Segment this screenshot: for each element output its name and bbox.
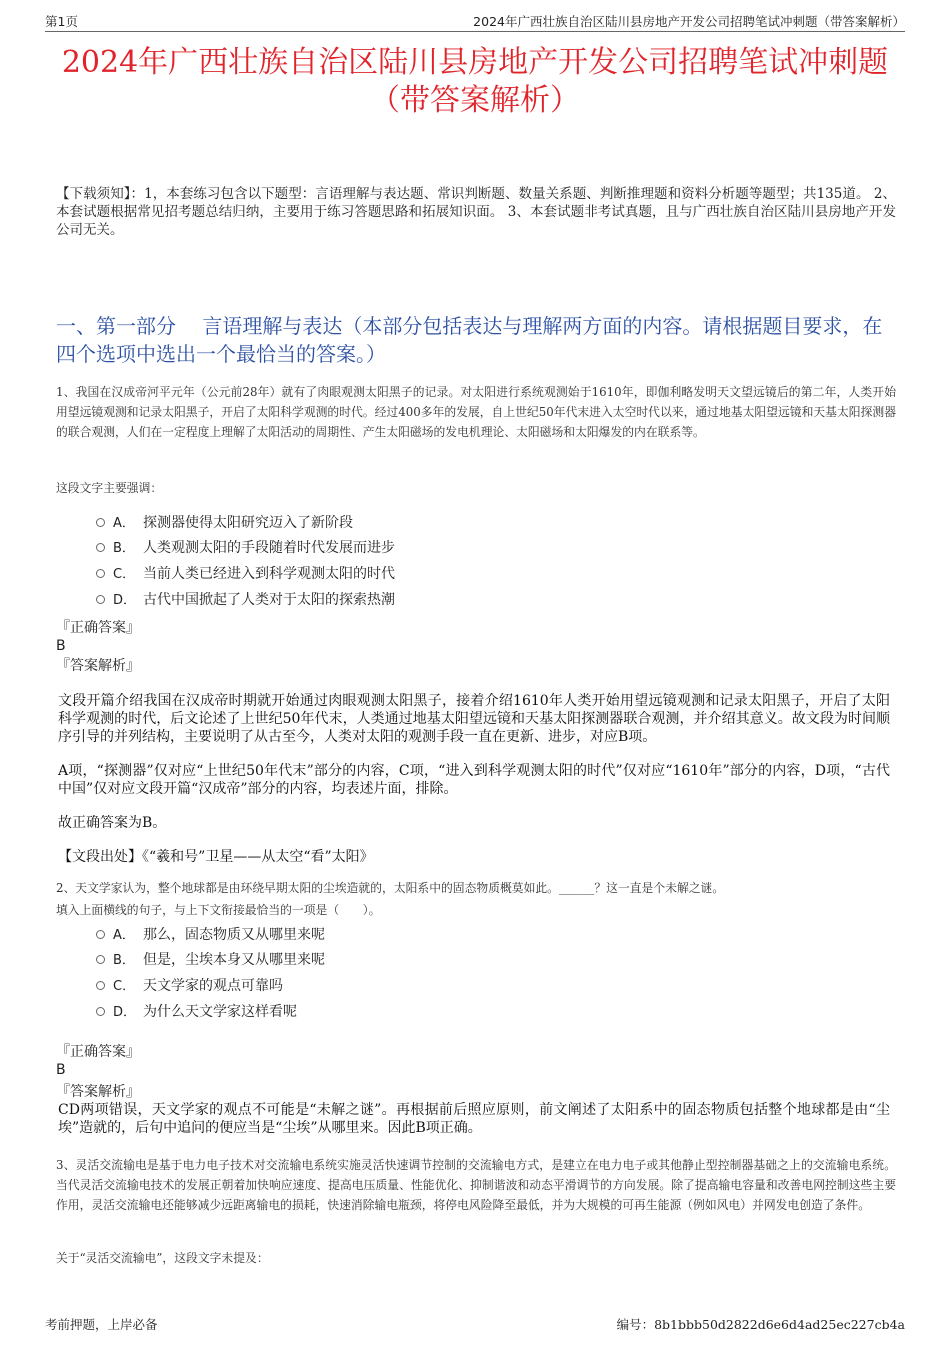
q3-prompt: 关于“灵活交流输电”，这段文字未提及： (56, 1251, 269, 1265)
q1-stem: 1、我国在汉成帝河平元年（公元前28年）就有了肉眼观测太阳黑子的记录。对太阳进行系统观测始于1610年，即伽利略发明天文望远镜后的第二年，人类开始用望远镜观测和记录太阳黑子，开启了太阳科学观测的时代。经过400多年的发展，自上世纪50年代末进入太空时代以来，通过地基太阳望远镜和天基太阳探测器的联合观测，人们在一定程度上理解了太阳活动的周期性、产生太阳磁场的发电机理论、太阳磁场和太阳爆发的内在联系等。 (56, 385, 896, 439)
radio-icon[interactable] (96, 930, 105, 939)
header-rule (45, 31, 905, 32)
title-line-1: 2024年广西壮族自治区陆川县房地产开发公司招聘笔试冲刺题 (61, 45, 889, 80)
q1-analysis-p3: 故正确答案为B。 (58, 815, 167, 831)
q1-option-a[interactable]: A． 探测器使得太阳研究迈入了新阶段 (96, 514, 353, 533)
q1-prompt: 这段文字主要强调： (56, 481, 163, 495)
q1-source: 【文段出处】《“羲和号”卫星——从太空“看”太阳》 (58, 849, 374, 865)
q2-option-a[interactable]: A． 那么，固态物质又从哪里来呢 (96, 926, 325, 945)
q2-option-d[interactable]: D． 为什么天文学家这样看呢 (96, 1003, 297, 1022)
q2-prompt: 填入上面横线的句子，与上下文衔接最恰当的一项是（ ）。 (56, 903, 381, 917)
q2-option-b[interactable]: B． 但是，尘埃本身又从哪里来呢 (96, 951, 325, 970)
q1-correct-label: 『正确答案』 (56, 620, 140, 636)
radio-icon[interactable] (96, 569, 105, 578)
q1-answer: B (56, 638, 66, 654)
q2-analysis: CD两项错误，天文学家的观点不可能是“未解之谜”。再根据前后照应原则，前文阐述了太阳系中的固态物质包括整个地球都是由“尘埃”造就的，后句中追问的便应当是“尘埃”从哪里来。因此B项正确。 (58, 1102, 890, 1136)
download-notice: 【下载须知】：1，本套练习包含以下题型：言语理解与表达题、常识判断题、数量关系题、判断推理题和资料分析题等题型；共135道。 2、本套试题根据常见招考题总结归纳，主要用于练习答题思路和拓展知识面。 3、本套试题非考试真题，且与广西壮族自治区陆川县房地产开发公司无关。 (56, 186, 896, 238)
footer-code: 编号：8b1bbb50d2822d6e6d4ad25ec227cb4a (616, 1317, 905, 1332)
q1-option-d[interactable]: D． 古代中国掀起了人类对于太阳的探索热潮 (96, 591, 395, 610)
radio-icon[interactable] (96, 595, 105, 604)
q2-stem: 2、天文学家认为，整个地球都是由环绕早期太阳的尘埃造就的，太阳系中的固态物质概莫如此。______？这一直是个未解之谜。 (56, 881, 725, 895)
q1-option-c[interactable]: C． 当前人类已经进入到科学观测太阳的时代 (96, 565, 395, 584)
running-header: 2024年广西壮族自治区陆川县房地产开发公司招聘笔试冲刺题（带答案解析） (473, 14, 905, 29)
title-line-2: （带答案解析） (370, 83, 580, 118)
radio-icon[interactable] (96, 543, 105, 552)
page-number: 第1页 (45, 14, 78, 29)
radio-icon[interactable] (96, 981, 105, 990)
q2-option-c[interactable]: C． 天文学家的观点可靠吗 (96, 977, 283, 996)
q1-analysis-p1: 文段开篇介绍我国在汉成帝时期就开始通过肉眼观测太阳黑子，接着介绍1610年人类开始用望远镜观测和记录太阳黑子，开启了太阳科学观测的时代，后文论述了上世纪50年代末，人类通过地基太阳望远镜和天基太阳探测器联合观测，并介绍其意义。故文段为时间顺序引导的并列结构，主要说明了从古至今，人类对太阳的观测手段一直在更新、进步，对应B项。 (58, 693, 890, 745)
q2-answer: B (56, 1062, 66, 1078)
q1-analysis-label: 『答案解析』 (56, 658, 140, 674)
q1-analysis-p2: A项，“探测器”仅对应“上世纪50年代末”部分的内容，C项，“进入到科学观测太阳的时代”仅对应“1610年”部分的内容，D项，“古代中国”仅对应文段开篇“汉成帝”部分的内容，均表述片面，排除。 (58, 763, 890, 797)
q2-analysis-label: 『答案解析』 (56, 1084, 140, 1100)
section-heading: 一、第一部分 言语理解与表达（本部分包括表达与理解两方面的内容。请根据题目要求，在四个选项中选出一个最恰当的答案。） (56, 314, 883, 366)
q1-option-b[interactable]: B． 人类观测太阳的手段随着时代发展而进步 (96, 539, 395, 558)
footer-slogan: 考前押题，上岸必备 (45, 1317, 158, 1332)
q2-correct-label: 『正确答案』 (56, 1044, 140, 1060)
radio-icon[interactable] (96, 955, 105, 964)
radio-icon[interactable] (96, 518, 105, 527)
q3-stem: 3、灵活交流输电是基于电力电子技术对交流输电系统实施灵活快速调节控制的交流输电方式，是建立在电力电子或其他静止型控制器基础之上的交流输电系统。当代灵活交流输电技术的发展正朝着加快响应速度、提高电压质量、性能优化、抑制谐波和动态平滑调节的方向发展。除了提高输电容量和改善电网控制这些主要作用，灵活交流输电还能够减少远距离输电的损耗，快速消除输电瓶颈，将停电风险降至最低，并为大规模的可再生能源（例如风电）并网发电创造了条件。 (56, 1158, 896, 1212)
document-title (40, 44, 910, 120)
radio-icon[interactable] (96, 1007, 105, 1016)
